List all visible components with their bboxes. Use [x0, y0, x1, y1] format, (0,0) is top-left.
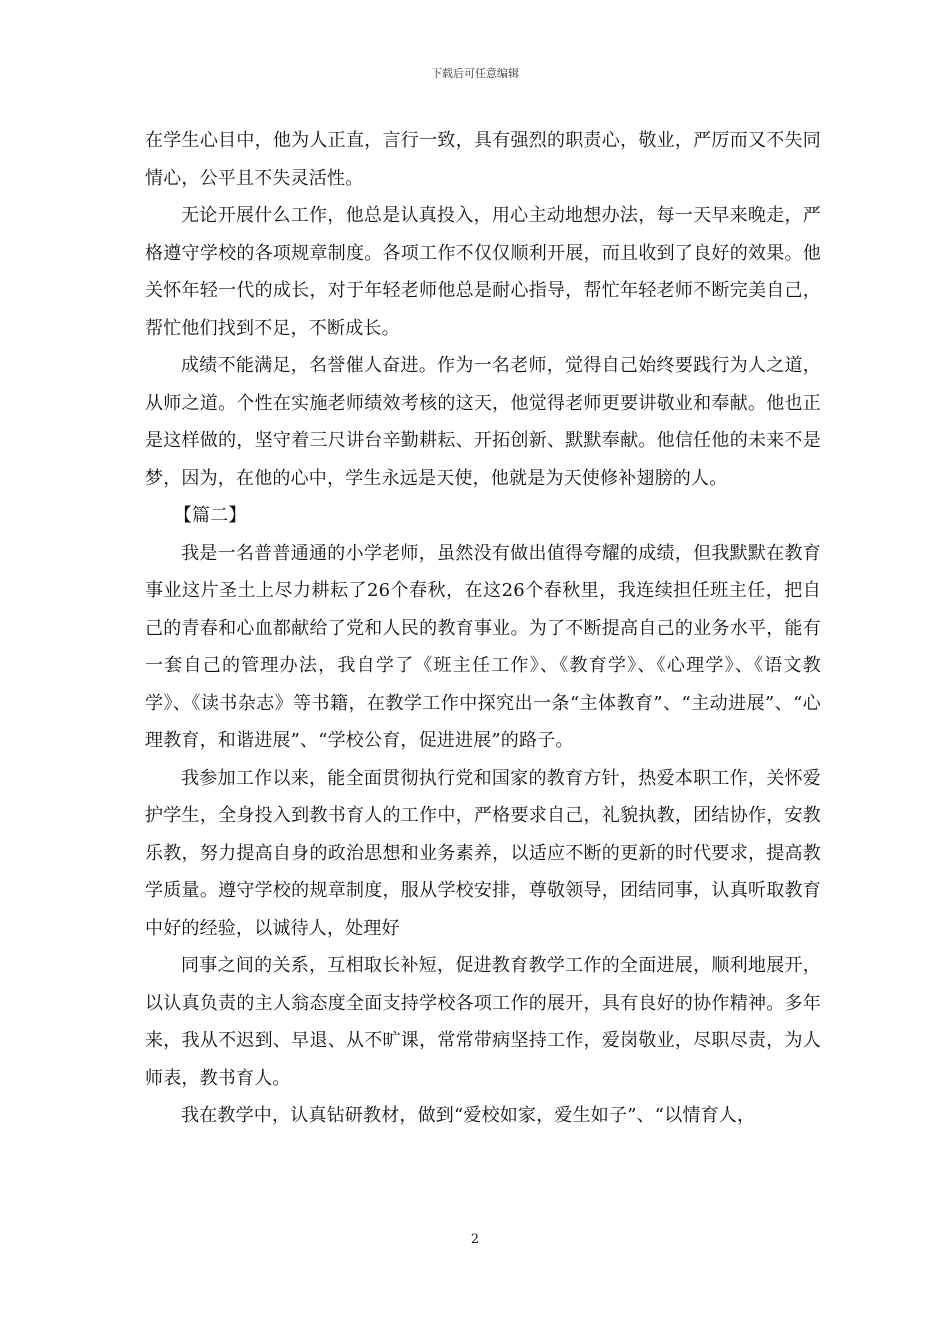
paragraph: 无论开展什么工作，他总是认真投入，用心主动地想办法，每一天早来晚走，严格遵守学校的各项规章制度。各项工作不仅仅顺利开展，而且收到了良好的效果。他关怀年轻一代的成长，对于年轻老师他总是耐心指导，帮忙年轻老师不断完美自己，帮忙他们找到不足，不断成长。	[145, 205, 821, 339]
paragraph: 我在教学中，认真钻研教材，做到“爱校如家，爱生如子”、“以情育人，	[181, 1105, 756, 1126]
section-heading: 【篇二】	[173, 505, 247, 526]
paragraph: 我是一名普普通通的小学老师，虽然没有做出值得夸耀的成绩，但我默默在教育事业这片圣土上尽力耕耘了26个春秋，在这26个春秋里，我连续担任班主任，把自己的青春和心血都献给了党和人民的教育事业。为了不断提高自己的业务水平，能有一套自己的管理办法，我自学了《班主任工作》、《教育学》、《心理学》、《语文教学》、《读书杂志》等书籍，在教学工作中探究出一条“主体教育”、“主动进展”、“心理教育，和谐进展”、“学校公育，促进进展”的路子。	[145, 542, 821, 751]
paragraph: 同事之间的关系，互相取长补短，促进教育教学工作的全面进展，顺利地展开，以认真负责的主人翁态度全面支持学校各项工作的展开，具有良好的协作精神。多年来，我从不迟到、早退、从不旷课，常常带病坚持工作，爱岗敬业，尽职尽责，为人师表，教书育人。	[145, 955, 821, 1089]
paragraph: 我参加工作以来，能全面贯彻执行党和国家的教育方针，热爱本职工作，关怀爱护学生，全身投入到教书育人的工作中，严格要求自己，礼貌执教，团结协作，安教乐教，努力提高自身的政治思想和业务素养，以适应不断的更新的时代要求，提高教学质量。遵守学校的规章制度，服从学校安排，尊敬领导，团结同事，认真听取教育中好的经验，以诚待人，处理好	[145, 767, 821, 939]
document-body	[145, 122, 821, 1135]
page-header: 下载后可任意编辑	[431, 67, 519, 80]
paragraph: 成绩不能满足，名誉催人奋进。作为一名老师，觉得自己始终要践行为人之道，从师之道。个性在实施老师绩效考核的这天，他觉得老师更要讲敬业和奉献。他也正是这样做的，坚守着三尺讲台辛勤耕耘、开拓创新、默默奉献。他信任他的未来不是梦，因为，在他的心中，学生永远是天使，他就是为天使修补翅膀的人。	[145, 355, 821, 489]
paragraph: 在学生心目中，他为人正直，言行一致，具有强烈的职责心，敬业，严厉而又不失同情心，公平且不失灵活性。	[145, 130, 821, 189]
page-number: 2	[470, 1232, 480, 1247]
